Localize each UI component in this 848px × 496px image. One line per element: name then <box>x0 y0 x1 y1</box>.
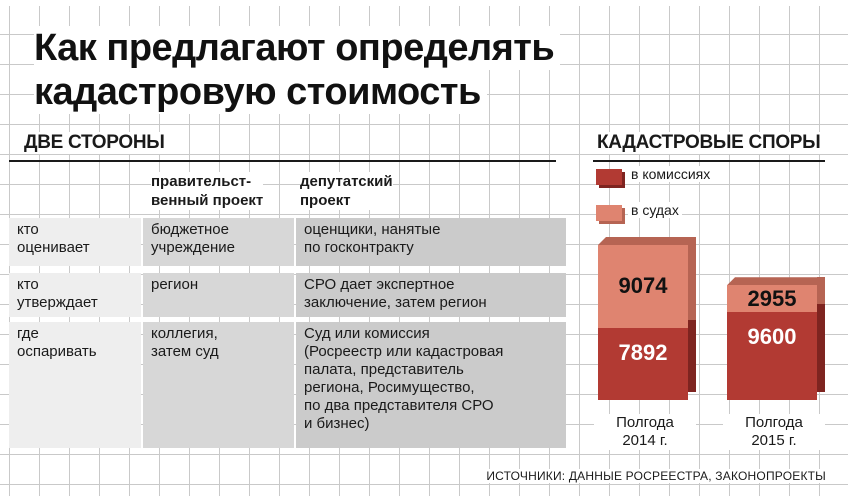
row-label-cell: кто оценивает <box>9 218 141 266</box>
bar-side <box>817 304 825 392</box>
data-label: 9074 <box>618 273 668 299</box>
dep-project-cell: оценщики, нанятые по госконтракту <box>296 218 566 266</box>
top-border <box>0 0 848 6</box>
section-title-two-sides: ДВЕ СТОРОНЫ <box>20 132 169 154</box>
row-label-cell: кто утверждает <box>9 273 141 317</box>
data-label: 2955 <box>747 285 797 311</box>
page-title <box>34 26 814 114</box>
row-label-cell: где оспаривать <box>9 322 141 448</box>
title-line-1: Как предлагают определять <box>34 26 560 70</box>
bar-top <box>598 237 688 245</box>
bar-side <box>688 320 696 392</box>
section-rule-left <box>9 160 556 162</box>
gov-project-cell: бюджетное учреждение <box>143 218 294 266</box>
category-label: Полгода 2015 г. <box>723 414 825 450</box>
legend-swatch <box>596 205 622 221</box>
bar-side <box>817 277 825 304</box>
column-head-gov: правительст- венный проект <box>151 173 264 209</box>
bar-top <box>727 277 817 285</box>
column-head-dep: депутатский проект <box>300 173 393 209</box>
title-line-2: кадастровую стоимость <box>34 70 487 114</box>
legend-swatch <box>596 169 622 185</box>
section-title-disputes: КАДАСТРОВЫЕ СПОРЫ <box>593 132 824 154</box>
bar-side <box>688 237 696 320</box>
data-label: 7892 <box>618 339 668 365</box>
gov-project-cell: коллегия, затем суд <box>143 322 294 448</box>
category-label: Полгода 2014 г. <box>594 414 696 450</box>
data-label: 9600 <box>747 324 797 350</box>
legend-label: в комиссиях <box>628 166 713 182</box>
legend-label: в судах <box>628 202 682 218</box>
source-note: ИСТОЧНИКИ: ДАННЫЕ РОСРЕЕСТРА, ЗАКОНОПРОЕКТЫ <box>482 469 830 483</box>
dep-project-cell: Суд или комиссия (Росреестр или кадастровая палата, представитель региона, Росимущество, по два представителя СРО и бизнес) <box>296 322 566 448</box>
section-rule-right <box>593 160 825 162</box>
dep-project-cell: СРО дает экспертное заключение, затем регион <box>296 273 566 317</box>
gov-project-cell: регион <box>143 273 294 317</box>
